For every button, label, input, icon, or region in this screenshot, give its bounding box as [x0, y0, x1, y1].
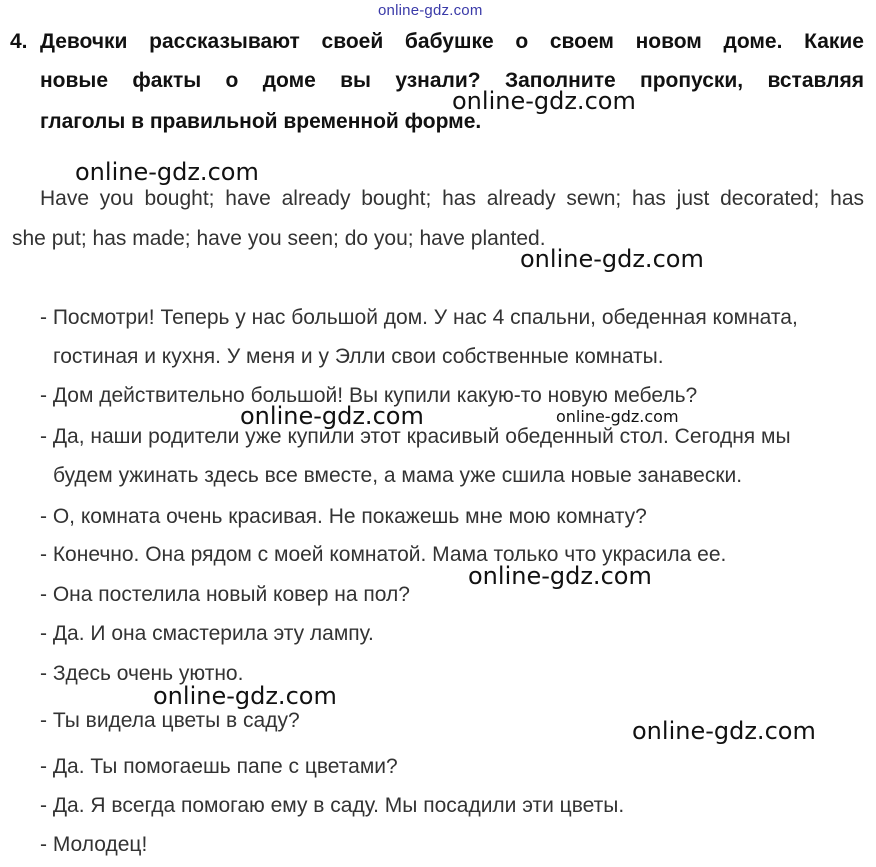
- task-number: 4.: [10, 30, 28, 53]
- verb-list-line: Have you bought; have already bought; has already sewn; has just decorated; has: [40, 187, 864, 210]
- watermark: online-gdz.com: [468, 562, 652, 590]
- dialogue-line: - О, комната очень красивая. Не покажешь мне мою комнату?: [40, 505, 647, 528]
- watermark: online-gdz.com: [240, 402, 424, 430]
- dialogue-line: - Да. Я всегда помогаю ему в саду. Мы посадили эти цветы.: [40, 794, 625, 817]
- dialogue-line: - Она постелила новый ковер на пол?: [40, 583, 410, 606]
- watermark: online-gdz.com: [153, 682, 337, 710]
- dialogue-line: - Конечно. Она рядом с моей комнатой. Мама только что украсила ее.: [40, 543, 727, 566]
- dialogue-line: будем ужинать здесь все вместе, а мама уже сшила новые занавески.: [53, 464, 743, 487]
- dialogue-line: - Да. И она смастерила эту лампу.: [40, 622, 374, 645]
- dialogue-line: - Ты видела цветы в саду?: [40, 709, 300, 732]
- dialogue-line: - Молодец!: [40, 833, 148, 856]
- watermark: online-gdz.com: [75, 158, 259, 186]
- verb-list-line: she put; has made; have you seen; do you; have planted.: [12, 227, 546, 250]
- task-instruction-line: новые факты о доме вы узнали? Заполните пропуски, вставляя: [40, 69, 864, 92]
- dialogue-line: - Да, наши родители уже купили этот красивый обеденный стол. Сегодня мы: [40, 425, 791, 448]
- task-instruction-line: Девочки рассказывают своей бабушке о своем новом доме. Какие: [40, 30, 864, 53]
- watermark: online-gdz.com: [452, 87, 636, 115]
- watermark: online-gdz.com: [556, 407, 679, 426]
- watermark: online-gdz.com: [520, 245, 704, 273]
- top-watermark: online-gdz.com: [378, 2, 483, 19]
- dialogue-line: - Дом действительно большой! Вы купили какую-то новую мебель?: [40, 384, 698, 407]
- watermark: online-gdz.com: [632, 717, 816, 745]
- task-instruction-line: глаголы в правильной временной форме.: [40, 110, 482, 133]
- dialogue-line: гостиная и кухня. У меня и у Элли свои собственные комнаты.: [53, 345, 664, 368]
- dialogue-line: - Да. Ты помогаешь папе с цветами?: [40, 755, 398, 778]
- dialogue-line: - Здесь очень уютно.: [40, 662, 244, 685]
- dialogue-line: - Посмотри! Теперь у нас большой дом. У нас 4 спальни, обеденная комната,: [40, 306, 798, 329]
